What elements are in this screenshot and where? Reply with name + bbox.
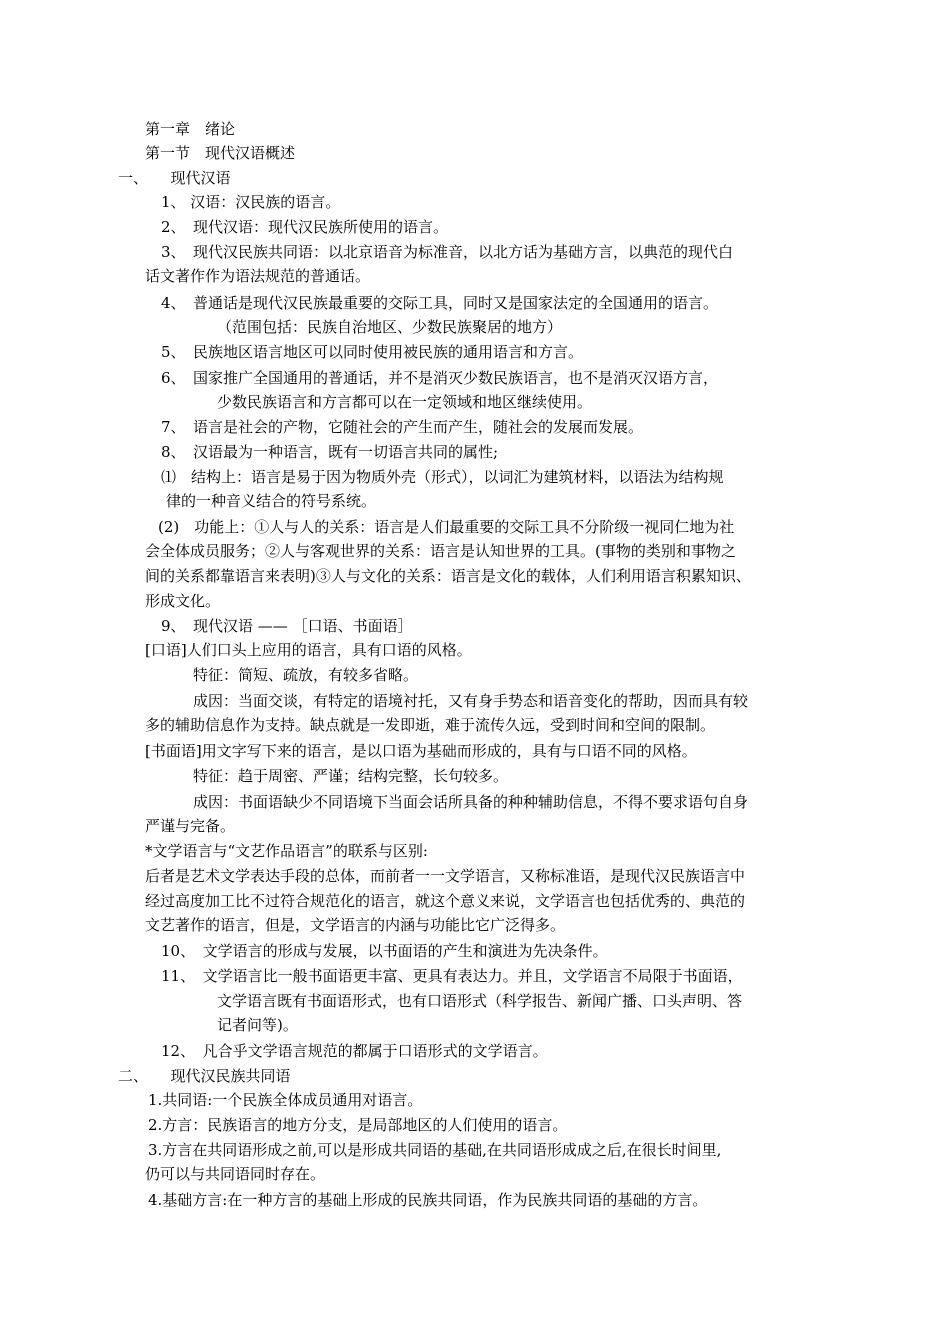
list-item: 4、 普通话是现代汉民族最重要的交际工具，同时又是国家法定的全国通用的语言。 — [161, 294, 719, 312]
list-item: 1、 汉语：汉民族的语言。 — [161, 193, 341, 211]
sub-item: (2) 功能上：①人与人的关系：语言是人们最重要的交际工具不分阶级一视同仁地为社 — [158, 518, 735, 536]
list-item: 3.方言在共同语形成之前,可以是形成共同语的基础,在共同语形成成之后,在很长时间里, — [148, 1141, 722, 1159]
list-item-continuation: 话文著作作为语法规范的普通话。 — [145, 267, 371, 285]
list-item: 8、 汉语最为一种语言，既有一切语言共同的属性; — [161, 443, 499, 461]
part-heading: 二、 现代汉民族共同语 — [118, 1067, 291, 1085]
paragraph: [口语]人们口头上应用的语言，具有口语的风格。 — [145, 641, 472, 659]
list-item: 11、 文学语言比一般书面语更丰富、更具有表达力。并且，文学语言不局限于书面语， — [161, 967, 743, 985]
list-item: 4.基础方言:在一种方言的基础上形成的民族共同语，作为民族共同语的基础的方言。 — [148, 1191, 708, 1209]
paragraph-continuation: 文艺著作的语言，但是，文学语言的内涵与功能比它广泛得多。 — [145, 916, 566, 934]
list-item-continuation: 少数民族语言和方言都可以在一定领域和地区继续使用。 — [217, 393, 593, 411]
sub-item-continuation: 形成文化。 — [145, 592, 221, 610]
sub-item-continuation: 律的一种音义结合的符号系统。 — [166, 492, 377, 510]
paragraph: 后者是艺术文学表达手段的总体，而前者一一文学语言，又称标准语，是现代汉民族语言中 — [145, 867, 746, 885]
list-item: 7、 语言是社会的产物，它随社会的产生而产生，随社会的发展而发展。 — [161, 418, 644, 436]
list-item-continuation: 仍可以与共同语同时存在。 — [145, 1165, 326, 1183]
list-item-continuation: （范围包括：民族自治地区、少数民族聚居的地方） — [217, 318, 563, 336]
paragraph-continuation: 严谨与完备。 — [145, 817, 236, 835]
paragraph: 特征：趋于周密、严谨；结构完整，长句较多。 — [193, 767, 509, 785]
list-item: 2、 现代汉语：现代汉民族所使用的语言。 — [161, 218, 449, 236]
sub-item-continuation: 会全体成员服务；②人与客观世界的关系：语言是认知世界的工具。(事物的类别和事物之 — [145, 542, 736, 560]
paragraph: [书面语]用文字写下来的语言，是以口语为基础而形成的，具有与口语不同的风格。 — [145, 742, 697, 760]
list-item: 5、 民族地区语言地区可以同时使用被民族的通用语言和方言。 — [161, 343, 584, 361]
paragraph-continuation: 多的辅助信息作为支持。缺点就是一发即逝，难于流传久远，受到时间和空间的限制。 — [145, 716, 716, 734]
list-item: 12、 凡合乎文学语言规范的都属于口语形式的文学语言。 — [161, 1042, 548, 1060]
section-title: 第一节 现代汉语概述 — [145, 144, 296, 162]
paragraph-continuation: 经过高度加工比不过符合规范化的语言，就这个意义来说，文学语言也包括优秀的、典范的 — [145, 892, 746, 910]
list-item: 1.共同语:一个民族全体成员通用对语言。 — [148, 1091, 423, 1109]
list-item: 2.方言：民族语言的地方分支，是局部地区的人们使用的语言。 — [148, 1116, 568, 1134]
list-item: 6、 国家推广全国通用的普通话，并不是消灭少数民族语言，也不是消灭汉语方言， — [161, 369, 719, 387]
paragraph: 特征：简短、疏放，有较多省略。 — [193, 666, 419, 684]
paragraph: 成因：书面语缺少不同语境下当面会话所具备的种种辅助信息，不得不要求语句自身 — [193, 793, 749, 811]
part-heading: 一、 现代汉语 — [118, 169, 231, 187]
list-item: 3、 现代汉民族共同语：以北京语音为标准音，以北方话为基础方言，以典范的现代白 — [161, 243, 734, 261]
list-item-continuation: 记者问等)。 — [217, 1016, 298, 1034]
sub-item-continuation: 间的关系都靠语言来表明)③人与文化的关系：语言是文化的载体，人们利用语言积累知识、 — [145, 567, 751, 585]
chapter-title: 第一章 绪论 — [145, 120, 236, 138]
list-item-continuation: 文学语言既有书面语形式，也有口语形式（科学报告、新闻广播、口头声明、答 — [217, 992, 743, 1010]
sub-item: ⑴ 结构上：语言是易于因为物质外壳（形式），以词汇为建筑材料，以语法为结构规 — [161, 468, 724, 486]
list-item: 9、 现代汉语 —— ［口语、书面语］ — [161, 617, 413, 635]
list-item: 10、 文学语言的形成与发展，以书面语的产生和演进为先决条件。 — [161, 942, 608, 960]
paragraph: 成因：当面交谈，有特定的语境衬托，又有身手势态和语音变化的帮助，因而具有较 — [193, 692, 749, 710]
note-heading: *文学语言与“文艺作品语言”的联系与区别: — [145, 842, 428, 860]
